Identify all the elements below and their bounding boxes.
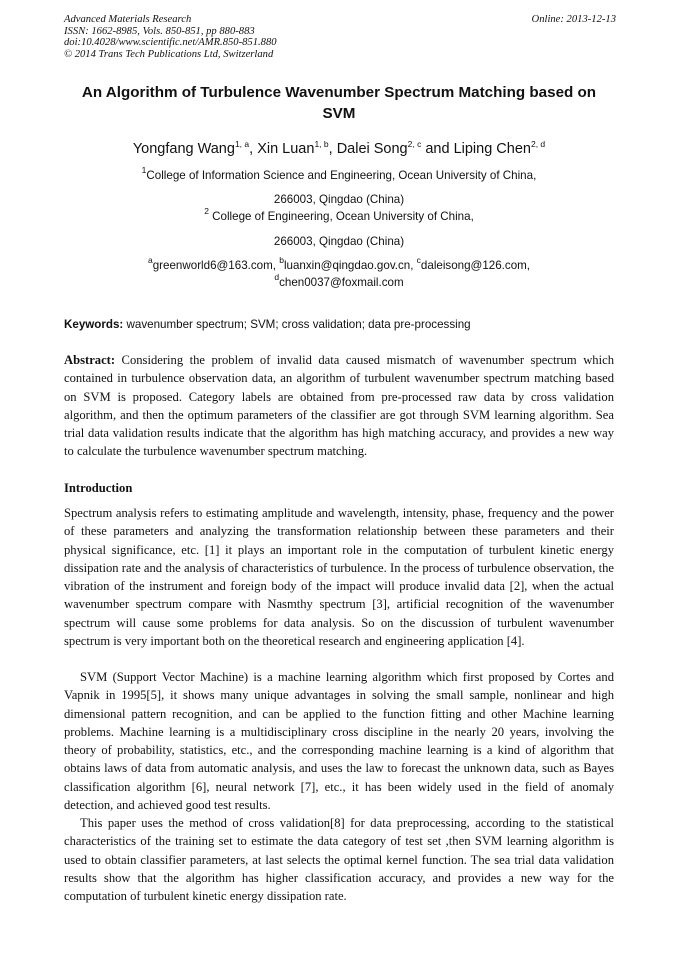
intro-paragraph-2 [64, 668, 614, 814]
abstract [64, 351, 614, 461]
author-name: Xin Luan [257, 141, 315, 157]
email-line-1 [64, 255, 614, 273]
paragraph-text: This paper uses the method of cross validation[8] for data preprocessing, according to the statistical characteristics of the training set to estimate the data category of test set ,then SVM learning algorithm is used to obtain classifier parameters, at last selects the optimal kernel function. The sea trial data validation results show that the algorithm has higher classification accuracy, and provides a new way for the computation of turbulent kinetic energy dissipation rate. [64, 816, 614, 904]
author-affil-mark: 2, c [407, 139, 422, 149]
affiliation-2-line2: 266003, Qingdao (China) [273, 235, 405, 248]
journal-header [64, 14, 616, 60]
affiliation-1-line1 [64, 165, 614, 183]
copyright-line: © 2014 Trans Tech Publications Ltd, Switzerland [64, 48, 274, 60]
journal-name: Advanced Materials Research [64, 14, 192, 25]
intro-paragraph-3 [64, 814, 614, 905]
author-affil-mark: 1, a [234, 139, 250, 149]
email-address: chen0037@foxmail.com [279, 276, 404, 289]
email-line-2 [64, 272, 614, 290]
author-conjunction: and [421, 141, 454, 157]
author-affil-mark: 2, d [530, 139, 546, 149]
email-address: greenworld6@163.com, [152, 259, 280, 272]
online-date: Online: 2013-12-13 [531, 14, 616, 25]
email-mark: a [147, 255, 153, 265]
email-address: luanxin@qingdao.gov.cn, [283, 259, 417, 272]
author-separator: , [328, 141, 337, 157]
abstract-text: Considering the problem of invalid data caused mismatch of wavenumber spectrum which contained in turbulence observation data, an algorithm of turbulent wavenumber spectrum matching based on SVM is proposed. Category labels are obtained from pre-processed raw data by cross validation algorithm, and then the optimum parameters of the classifier are got through SVM learning algorithm. Sea trial data validation results indicate that the algorithm has high matching accuracy, and provides a new way to calculate the turbulence wavenumber spectrum matching. [64, 353, 614, 459]
issn-line: ISSN: 1662-8985, Vols. 850-851, pp 880-883 [64, 25, 255, 37]
email-address: daleisong@126.com, [420, 259, 531, 272]
author-name: Liping Chen [453, 141, 531, 157]
section-heading-introduction: Introduction [64, 481, 133, 495]
affiliation-text: College of Engineering, Ocean University of China, [208, 210, 474, 223]
affiliation-mark: 2 [204, 206, 209, 216]
keywords-label: Keywords: [64, 318, 124, 331]
paragraph-text: SVM (Support Vector Machine) is a machine learning algorithm which first proposed by Cortes and Vapnik in 1995[5], it shows many unique advantages in solving the small sample, nonlinear and high dimensional pattern recognition, and can be applied to the function fitting and other Machine learning problems. Machine learning is a multidisciplinary cross discipline in the nearly 20 years, involving the theory of probability, statistics, etc., and the corresponding machine learning is a kind of algorithm that obtains laws of data from automatic analysis, and uses the law to forecast the unknown data, such as Bayes classification algorithm [6], neural network [7], etc., it has been widely used in the field of anomaly detection, and achieved good test results. [64, 670, 614, 813]
keywords [64, 318, 616, 332]
email-mark: b [279, 255, 284, 265]
affiliation-2-line1 [64, 206, 614, 224]
author-name: Yongfang Wang [132, 141, 235, 157]
email-mark: c [416, 255, 421, 265]
paper-title: An Algorithm of Turbulence Wavenumber Spectrum Matching based on SVM [81, 84, 597, 122]
author-list [64, 139, 614, 159]
affiliation-text: College of Information Science and Engineering, Ocean University of China, [146, 169, 537, 182]
affiliation-mark: 1 [141, 165, 147, 175]
author-separator: , [249, 141, 258, 157]
author-affil-mark: 1, b [314, 139, 329, 149]
doi-line: doi:10.4028/www.scientific.net/AMR.850-851.880 [64, 37, 277, 49]
keywords-text: wavenumber spectrum; SVM; cross validation; data pre-processing [123, 318, 471, 331]
author-name: Dalei Song [336, 141, 408, 157]
abstract-label: Abstract: [64, 353, 116, 367]
affiliation-1-line2: 266003, Qingdao (China) [273, 193, 405, 206]
intro-paragraph-1: Spectrum analysis refers to estimating amplitude and wavelength, intensity, phase, frequency and the power of these parameters and analyzing the transformation relationship between these parameters and their physical significance, etc. [1] it plays an important role in the computation of turbulent kinetic energy dissipation rate and the analysis of characteristics of turbulence. In the process of turbulence observation, the vibration of the instrument and foreign body of the impact will produce invalid data [2], when the actual wavenumber spectrum compare with Nasmthy spectrum [3], artificial recognition of the wavenumber spectrum will cause some problems for data analysis. So on the discussion of turbulent wavenumber spectrum is very important both on the theoretical research and engineering application [4]. [64, 506, 614, 649]
email-mark: d [274, 272, 280, 282]
